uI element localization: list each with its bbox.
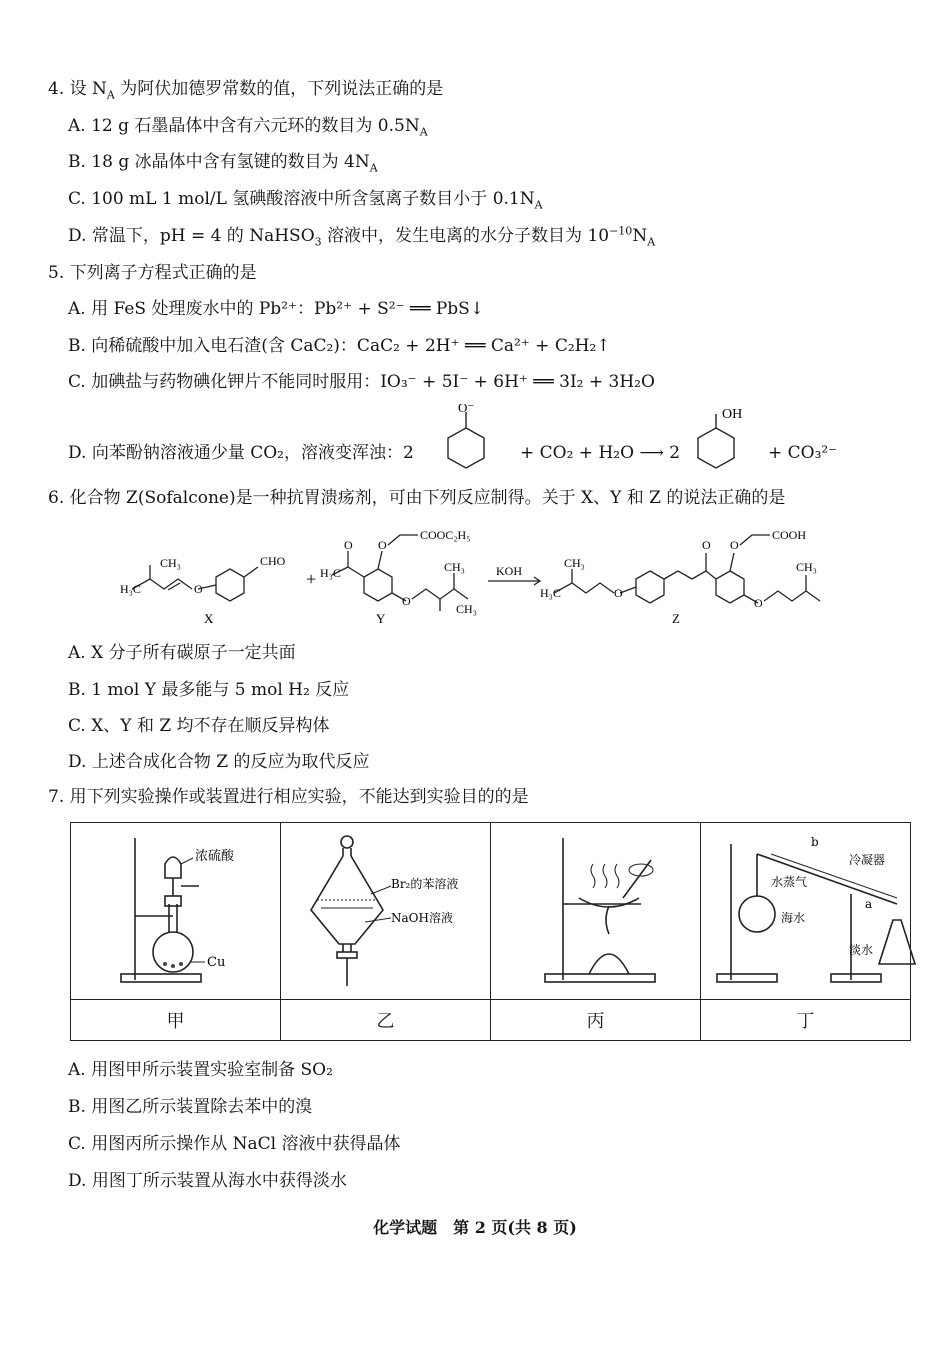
q5-option-d-text: D. 向苯酚钠溶液通少量 CO₂，溶液变浑浊：2: [68, 443, 414, 463]
q4-option-a: A. 12 g 石墨晶体中含有六元环的数目为 $0.5N_A$: [68, 116, 428, 139]
y-ch3a: CH₃: [444, 560, 465, 574]
q4-stem: 4. 设 $N_A$ 为阿伏加德罗常数的值，下列说法正确的是: [48, 79, 444, 102]
label-x: X: [204, 611, 214, 626]
svg-text:O: O: [344, 538, 353, 552]
phenoxide-structure: [436, 404, 526, 474]
yi-br-label: Br₂的苯溶液: [390, 876, 458, 891]
apparatus-ding: [701, 823, 911, 1000]
label-z: Z: [672, 611, 680, 626]
ding-b-label: b: [811, 834, 819, 849]
svg-text:O: O: [702, 538, 711, 552]
reagent-koh: KOH: [496, 564, 522, 578]
ding-a-label: a: [865, 896, 873, 911]
apparatus-bing: [491, 823, 701, 1000]
y-h3c: H₃C: [320, 566, 341, 580]
q6-option-d: D. 上述合成化合物 Z 的反应为取代反应: [68, 752, 370, 772]
jia-acid-label: 浓硫酸: [194, 848, 234, 864]
caption-bing: 丙: [491, 1000, 701, 1041]
label-y: Y: [376, 611, 386, 626]
q6-option-a: A. X 分子所有碳原子一定共面: [68, 643, 296, 663]
svg-text:O: O: [402, 594, 411, 608]
caption-jia: 甲: [71, 1000, 281, 1041]
apparatus-ding-drawing: [701, 824, 931, 994]
z-ch3: CH₃: [796, 560, 817, 574]
z-ch3a: CH₃: [564, 556, 585, 570]
svg-text:O: O: [614, 586, 623, 600]
q5-option-a: A. 用 FeS 处理废水中的 Pb²⁺：Pb²⁺ + S²⁻ ══ PbS↓: [68, 299, 485, 319]
svg-text:O: O: [194, 582, 203, 596]
q7-option-d: D. 用图丁所示装置从海水中获得淡水: [68, 1171, 347, 1191]
q4-option-c: C. 100 mL 1 mol/L 氢碘酸溶液中所含氢离子数目小于 $0.1N_A$: [68, 189, 543, 212]
apparatus-jia: [71, 823, 281, 1000]
q7-option-a: A. 用图甲所示装置实验室制备 SO₂: [68, 1060, 333, 1080]
q4-option-b: B. 18 g 冰晶体中含有氢键的数目为 $4N_A$: [68, 152, 378, 175]
caption-yi: 乙: [281, 1000, 491, 1041]
y-ch3b: CH₃: [456, 602, 477, 616]
z-h3c: H₃C: [540, 586, 561, 600]
q4-option-d: D. 常温下，pH = 4 的 NaHSO$_3$ 溶液中，发生电离的水分子数目为 $10^{-10}N_A$: [68, 224, 656, 249]
z-cooh: COOH: [772, 528, 807, 542]
phenol-label: OH: [722, 407, 743, 422]
q5-option-c: C. 加碘盐与药物碘化钾片不能同时服用：IO₃⁻ + 5I⁻ + 6H⁺ ══ 3I₂ + 3H₂O: [68, 372, 655, 392]
q6-option-b: B. 1 mol Y 最多能与 5 mol H₂ 反应: [68, 680, 350, 700]
q7-stem: 7. 用下列实验操作或装置进行相应实验，不能达到实验目的的是: [48, 787, 529, 807]
jia-cu-label: Cu: [206, 954, 225, 970]
yi-naoh-label: NaOH溶液: [390, 910, 453, 925]
q6-option-c: C. X、Y 和 Z 均不存在顺反异构体: [68, 716, 330, 736]
x-cho: CHO: [260, 554, 286, 568]
apparatus-yi-drawing: [291, 824, 481, 994]
apparatus-bing-drawing: [501, 824, 691, 994]
q7-option-b: B. 用图乙所示装置除去苯中的溴: [68, 1097, 313, 1117]
ding-seawater-label: 海水: [781, 910, 806, 925]
ding-condenser-label: 冷凝器: [849, 852, 886, 867]
page-footer: 化学试题 第 2 页(共 8 页): [373, 1218, 577, 1237]
q5-option-d-mid: + CO₂ + H₂O ⟶ 2: [520, 443, 681, 463]
svg-text:O: O: [754, 596, 763, 610]
plus-sign: +: [306, 569, 317, 589]
x-h3c: H₃C: [120, 582, 141, 596]
apparatus-yi: [281, 823, 491, 1000]
x-ch3: CH₃: [160, 556, 181, 570]
caption-ding: 丁: [701, 1000, 911, 1041]
q6-stem: 6. 化合物 Z(Sofalcone)是一种抗胃溃疡剂，可由下列反应制得。关于 X、Y 和 Z 的说法正确的是: [48, 488, 786, 508]
phenol-structure: [686, 404, 776, 474]
q7-option-c: C. 用图丙所示操作从 NaCl 溶液中获得晶体: [68, 1134, 401, 1154]
reaction-scheme: [120, 515, 860, 630]
q5-option-d-end: + CO₃²⁻: [768, 443, 838, 463]
ding-steam-label: 水蒸气: [771, 874, 808, 889]
svg-text:O: O: [378, 538, 387, 552]
phenoxide-label: O⁻: [458, 404, 475, 415]
apparatus-jia-drawing: [81, 824, 271, 994]
y-ester: COOC₂H₅: [420, 528, 471, 542]
q5-stem: 5. 下列离子方程式正确的是: [48, 263, 257, 283]
ding-fresh-label: 淡水: [849, 942, 874, 957]
q5-option-b: B. 向稀硫酸中加入电石渣(含 CaC₂)：CaC₂ + 2H⁺ ══ Ca²⁺ + C₂H₂↑: [68, 336, 611, 356]
apparatus-table: [70, 822, 911, 1041]
svg-text:O: O: [730, 538, 739, 552]
